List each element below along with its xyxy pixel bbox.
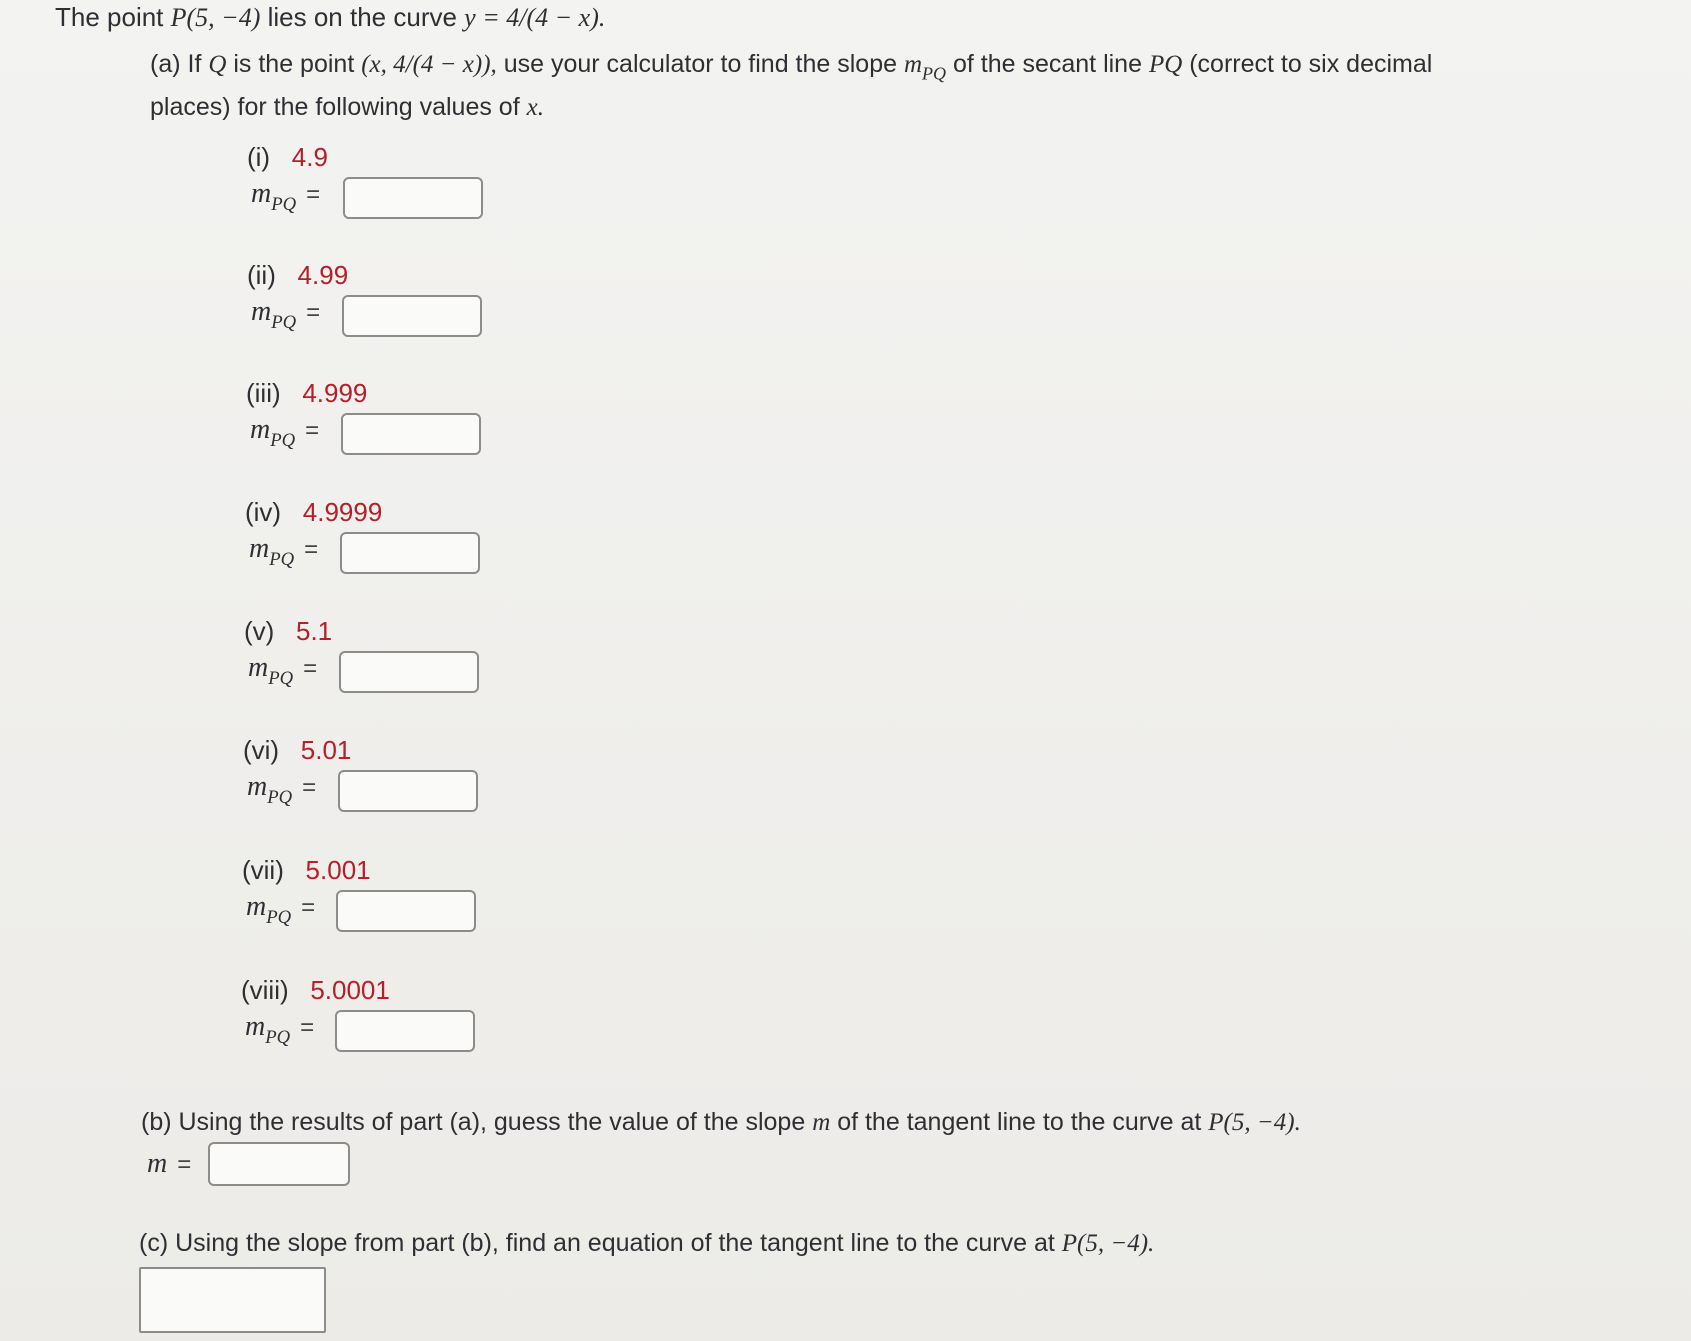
item-x-value: 5.001 <box>305 855 371 885</box>
item-label-4 <box>245 497 382 528</box>
mpq-label-7: $m_{PQ}$ = <box>246 891 316 928</box>
item-x-value: 4.9 <box>291 142 328 172</box>
mpq-label-3: $m_{PQ}$ = <box>250 414 320 451</box>
mpq-label-2: $m_{PQ}$ = <box>251 296 321 333</box>
item-label-5 <box>244 616 332 647</box>
part-c-point: P(5, −4). <box>1061 1230 1155 1257</box>
part-a-line-2 <box>150 93 544 122</box>
item-label-8 <box>241 975 390 1006</box>
slope-subscript: PQ <box>922 63 947 84</box>
item-roman: (i) <box>247 142 271 172</box>
item-x-value: 4.99 <box>297 260 349 290</box>
part-b-m: m <box>812 1109 831 1136</box>
item-x-value: 5.01 <box>300 735 352 765</box>
curve-equation: y = 4/(4 − x). <box>464 3 606 32</box>
part-b-point: P(5, −4). <box>1208 1109 1301 1136</box>
lies-text: lies on the curve <box>260 2 465 32</box>
after-m-text: of the secant line <box>946 50 1149 78</box>
item-x-value: 4.9999 <box>302 497 383 527</box>
mpq-input-3[interactable] <box>341 413 481 455</box>
item-x-value: 5.1 <box>296 616 333 646</box>
calc-text: use your calculator to find the slope <box>496 50 904 78</box>
mpq-input-2[interactable] <box>342 295 482 337</box>
part-b-text <box>141 1108 1301 1137</box>
mpq-input-5[interactable] <box>339 651 479 693</box>
slope-m: m <box>903 51 923 78</box>
mpq-input-6[interactable] <box>338 770 478 812</box>
mpq-input-4[interactable] <box>340 532 480 574</box>
mpq-label-4: $m_{PQ}$ = <box>249 533 319 570</box>
mpq-input-1[interactable] <box>343 177 483 219</box>
q-label: Q <box>208 51 227 78</box>
item-x-value: 4.999 <box>302 378 368 408</box>
item-label-2 <box>247 260 348 291</box>
line2-text: places) for the following values of <box>150 93 527 121</box>
item-label-6 <box>243 735 351 766</box>
mpq-input-8[interactable] <box>335 1010 475 1052</box>
part-a-prefix: (a) If <box>150 50 209 78</box>
part-a-line-1 <box>150 50 1432 85</box>
is-point-text: is the point <box>226 50 362 78</box>
mpq-label-5: $m_{PQ}$ = <box>248 652 318 689</box>
mpq-input-7[interactable] <box>336 890 476 932</box>
part-c-text <box>139 1229 1154 1258</box>
paren-text: (correct to six decimal <box>1182 50 1433 78</box>
x-label: x. <box>526 94 544 121</box>
point-p: P(5, −4) <box>170 3 261 32</box>
part-b-m-label: m = <box>147 1148 192 1179</box>
item-roman: (vii) <box>242 855 284 885</box>
part-b-suffix: of the tangent line to the curve at <box>830 1108 1209 1136</box>
item-label-1 <box>247 142 328 173</box>
item-label-7 <box>242 855 371 886</box>
q-coords: (x, 4/(4 − x)), <box>361 51 497 78</box>
mpq-label-8: $m_{PQ}$ = <box>245 1011 315 1048</box>
item-label-3 <box>246 378 367 409</box>
item-roman: (iv) <box>245 497 282 527</box>
item-roman: (iii) <box>246 378 281 408</box>
problem-intro <box>55 2 605 33</box>
part-c-prefix: (c) Using the slope from part (b), find an equation of the tangent line to the curve at <box>139 1229 1062 1257</box>
intro-text: The point <box>55 2 171 32</box>
part-b-prefix: (b) Using the results of part (a), guess the value of the slope <box>141 1108 813 1136</box>
item-roman: (viii) <box>241 975 289 1005</box>
item-x-value: 5.0001 <box>310 975 390 1005</box>
pq-line: PQ <box>1148 51 1183 78</box>
mpq-label-6: $m_{PQ}$ = <box>247 771 317 808</box>
slope-m-input[interactable] <box>208 1142 350 1186</box>
item-roman: (v) <box>244 616 275 646</box>
mpq-label-1: $m_{PQ}$ = <box>251 178 321 215</box>
item-roman: (ii) <box>247 260 276 290</box>
tangent-equation-input[interactable] <box>139 1267 326 1333</box>
item-roman: (vi) <box>243 735 280 765</box>
